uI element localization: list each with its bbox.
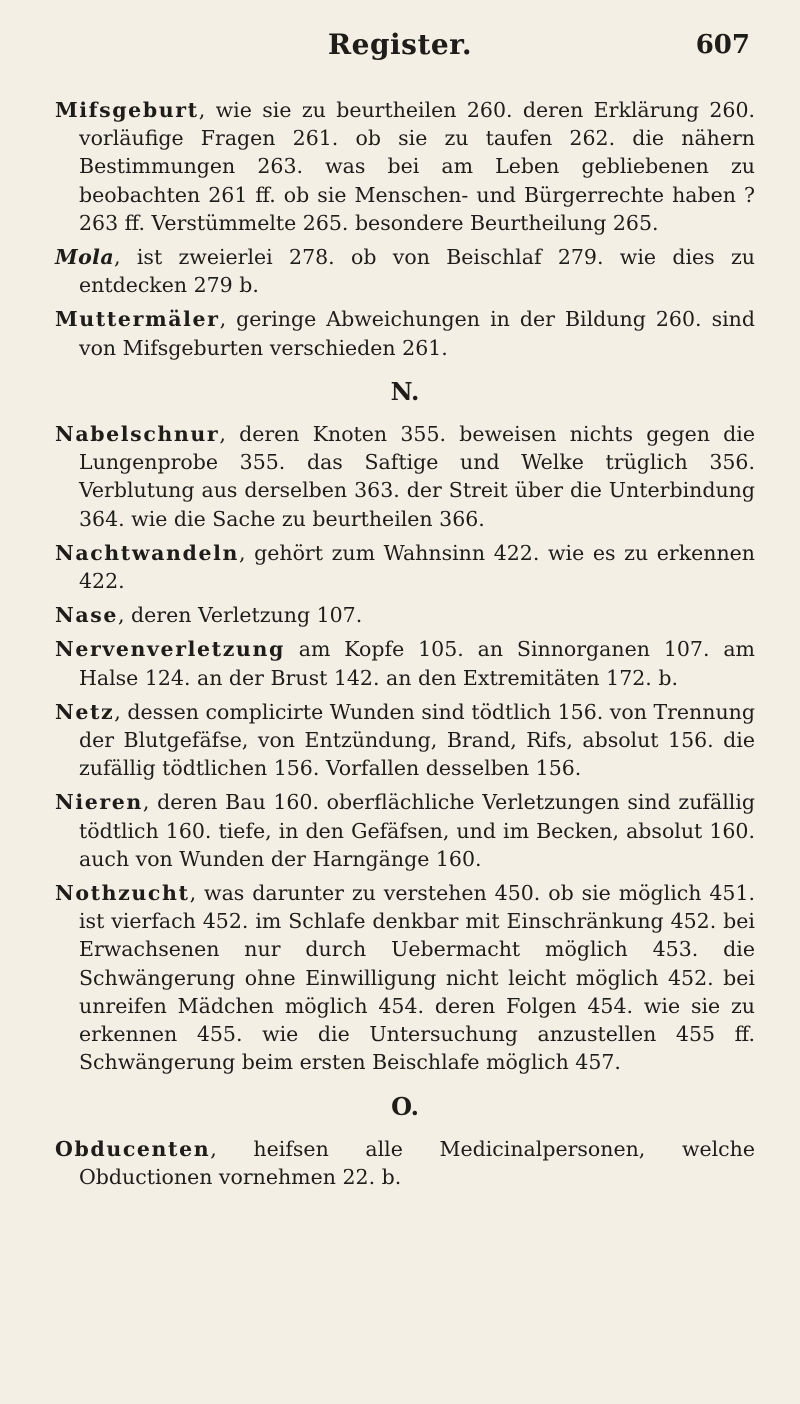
headword: Obducenten bbox=[55, 1136, 211, 1161]
index-entry-nothzucht bbox=[55, 879, 755, 1076]
index-entry-nase bbox=[55, 601, 755, 629]
entry-text: , deren Knoten 355. beweisen nichts gegen die Lungenprobe 355. das Saftige und Welke trüglich 356. Verblutung aus derselben 363. der Streit über die Unterbindung 364. wie die Sache zu beurtheilen 366. bbox=[79, 422, 755, 531]
register-content bbox=[55, 96, 755, 1197]
entry-text: , dessen complicirte Wunden sind tödtlich 156. von Trennung der Blutgefäfse, von Entzündung, Brand, Rifs, absolut 156. die zufällig tödtlichen 156. Vorfallen desselben 156. bbox=[79, 699, 755, 781]
page-number: 607 bbox=[695, 30, 750, 60]
headword: Nase bbox=[55, 603, 119, 628]
headword: Mifsgeburt bbox=[55, 98, 199, 122]
headword: Nabelschnur bbox=[55, 422, 220, 447]
entry-text: , wie sie zu beurtheilen 260. deren Erklärung 260. vorläufige Fragen 261. ob sie zu taufen 262. die nähern Bestimmungen 263. was bei am Leben gebliebenen zu beobachten 261 ff. ob sie Menschen- und Bürgerrechte haben ? 263 ff. Verstümmelte 265. besondere Beurtheilung 265. bbox=[79, 98, 755, 235]
index-entry-muttermaeler bbox=[55, 305, 755, 361]
entry-text: , heifsen alle Medicinalpersonen, welche Obductionen vornehmen 22. b. bbox=[79, 1136, 755, 1189]
entry-text: am Kopfe 105. an Sinnorganen 107. am Halse 124. an der Brust 142. an den Extremitäten 172. b. bbox=[79, 637, 755, 690]
index-entry-obducenten bbox=[55, 1135, 755, 1191]
index-entry-mola bbox=[55, 243, 755, 299]
headword: Nervenverletzung bbox=[55, 637, 285, 662]
entry-text: , gehört zum Wahnsinn 422. wie es zu erkennen 422. bbox=[79, 540, 755, 594]
entry-text: , ist zweierlei 278. ob von Beischlaf 279. wie dies zu entdecken 279 b. bbox=[79, 245, 755, 298]
headword: Nachtwandeln bbox=[55, 540, 239, 565]
index-entry-netz bbox=[55, 698, 755, 783]
section-heading-n: N. bbox=[390, 376, 420, 406]
headword: Netz bbox=[55, 699, 115, 724]
headword: Nieren bbox=[55, 790, 143, 815]
section-heading-o: O. bbox=[391, 1091, 419, 1121]
headword: Nothzucht bbox=[55, 881, 190, 906]
index-entry-nabelschnur bbox=[55, 420, 755, 533]
page-header bbox=[0, 22, 800, 72]
index-entry-nachtwandeln bbox=[55, 539, 755, 595]
entry-text: , deren Bau 160. oberflächliche Verletzungen sind zufällig tödtlich 160. tiefe, in den Gefäfsen, und im Becken, absolut 160. auch von Wunden der Harngänge 160. bbox=[79, 790, 755, 871]
entry-text: , was darunter zu verstehen 450. ob sie möglich 451. ist vierfach 452. im Schlafe denkbar mit Einschränkung 452. bei Erwachsenen nur durch Uebermacht möglich 453. die Schwängerung ohne Einwilligung nicht leicht möglich 452. bei unreifen Mädchen möglich 454. deren Folgen 454. wie sie zu erkennen 455. wie die Untersuchung anzustellen 455 ff. Schwängerung beim ersten Beischlafe möglich 457. bbox=[79, 881, 755, 1075]
headword: Mola bbox=[55, 245, 115, 270]
index-entry-nervenverletzung bbox=[55, 635, 755, 691]
index-entry-nieren bbox=[55, 788, 755, 873]
headword: Muttermäler bbox=[55, 307, 220, 332]
index-entry-mifsgeburt bbox=[55, 96, 755, 237]
entry-text: , deren Verletzung 107. bbox=[118, 603, 363, 628]
page-title: Register. bbox=[327, 28, 473, 61]
entry-text: , geringe Abweichungen in der Bildung 260. sind von Mifsgeburten verschieden 261. bbox=[79, 307, 755, 360]
